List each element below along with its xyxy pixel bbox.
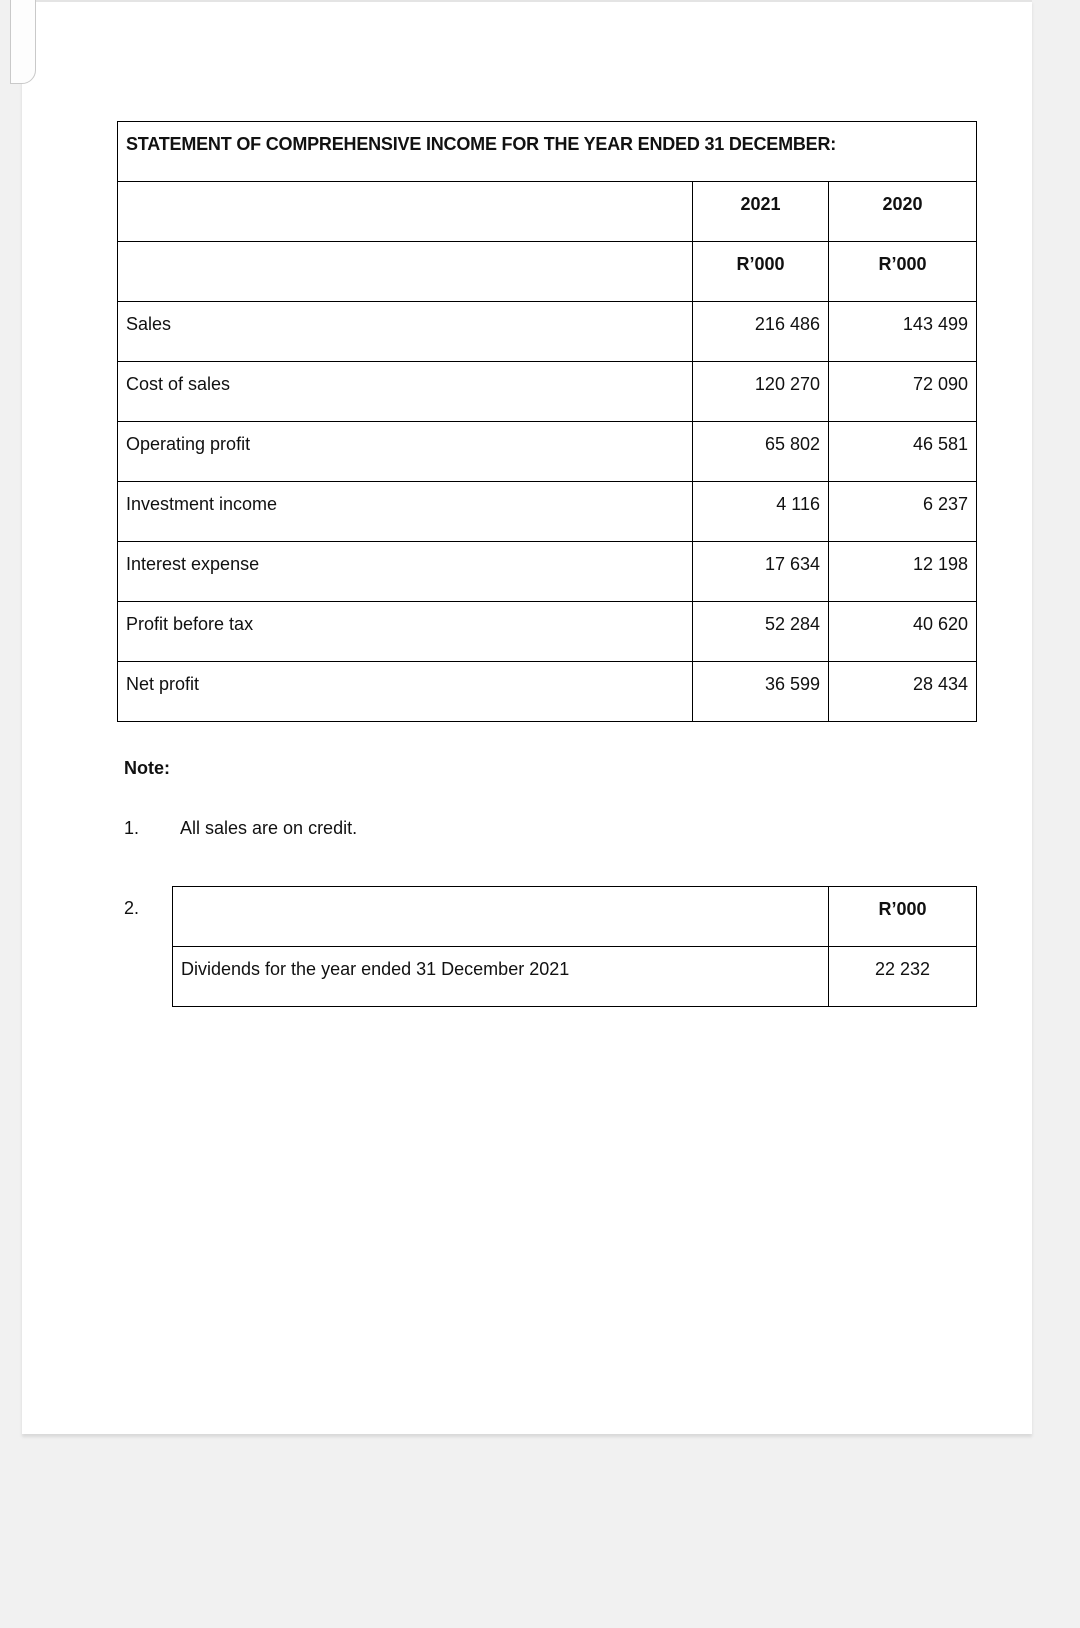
dividends-value: 22 232 [829, 947, 977, 1007]
year-2021-header: 2021 [693, 182, 829, 242]
dividends-table [172, 886, 977, 1007]
dividends-row [173, 947, 977, 1007]
dividends-header-row [173, 887, 977, 947]
table-row [118, 482, 977, 542]
empty-header-cell [173, 887, 829, 947]
value-2020: 40 620 [829, 602, 977, 662]
unit-2020-header: R’000 [829, 242, 977, 302]
value-2021: 4 116 [693, 482, 829, 542]
table-row [118, 542, 977, 602]
year-2020-header: 2020 [829, 182, 977, 242]
value-2020: 46 581 [829, 422, 977, 482]
empty-unit-cell [118, 242, 693, 302]
table-row [118, 602, 977, 662]
table-title-row [118, 122, 977, 182]
note-1-text: All sales are on credit. [180, 818, 358, 838]
value-2021: 65 802 [693, 422, 829, 482]
row-label: Investment income [118, 482, 693, 542]
table-row [118, 662, 977, 722]
value-2020: 6 237 [829, 482, 977, 542]
table-row [118, 422, 977, 482]
row-label: Profit before tax [118, 602, 693, 662]
page-corner-tab [10, 0, 36, 84]
value-2020: 72 090 [829, 362, 977, 422]
note-heading: Note: [124, 758, 170, 778]
value-2021: 120 270 [693, 362, 829, 422]
empty-header-cell [118, 182, 693, 242]
statement-title: STATEMENT OF COMPREHENSIVE INCOME FOR THE YEAR ENDED 31 DECEMBER: [118, 122, 977, 182]
value-2021: 36 599 [693, 662, 829, 722]
note-1-number: 1. [124, 818, 140, 838]
value-2021: 17 634 [693, 542, 829, 602]
table-row [118, 302, 977, 362]
row-label: Sales [118, 302, 693, 362]
value-2020: 12 198 [829, 542, 977, 602]
row-label: Interest expense [118, 542, 693, 602]
table-row [118, 362, 977, 422]
unit-header-row [118, 242, 977, 302]
year-header-row [118, 182, 977, 242]
value-2021: 52 284 [693, 602, 829, 662]
value-2020: 143 499 [829, 302, 977, 362]
income-statement-table [117, 121, 977, 722]
value-2020: 28 434 [829, 662, 977, 722]
dividends-unit-header: R’000 [829, 887, 977, 947]
row-label: Cost of sales [118, 362, 693, 422]
unit-2021-header: R’000 [693, 242, 829, 302]
row-label: Operating profit [118, 422, 693, 482]
note-2-number: 2. [124, 898, 140, 918]
value-2021: 216 486 [693, 302, 829, 362]
dividends-label: Dividends for the year ended 31 December 2021 [173, 947, 829, 1007]
row-label: Net profit [118, 662, 693, 722]
